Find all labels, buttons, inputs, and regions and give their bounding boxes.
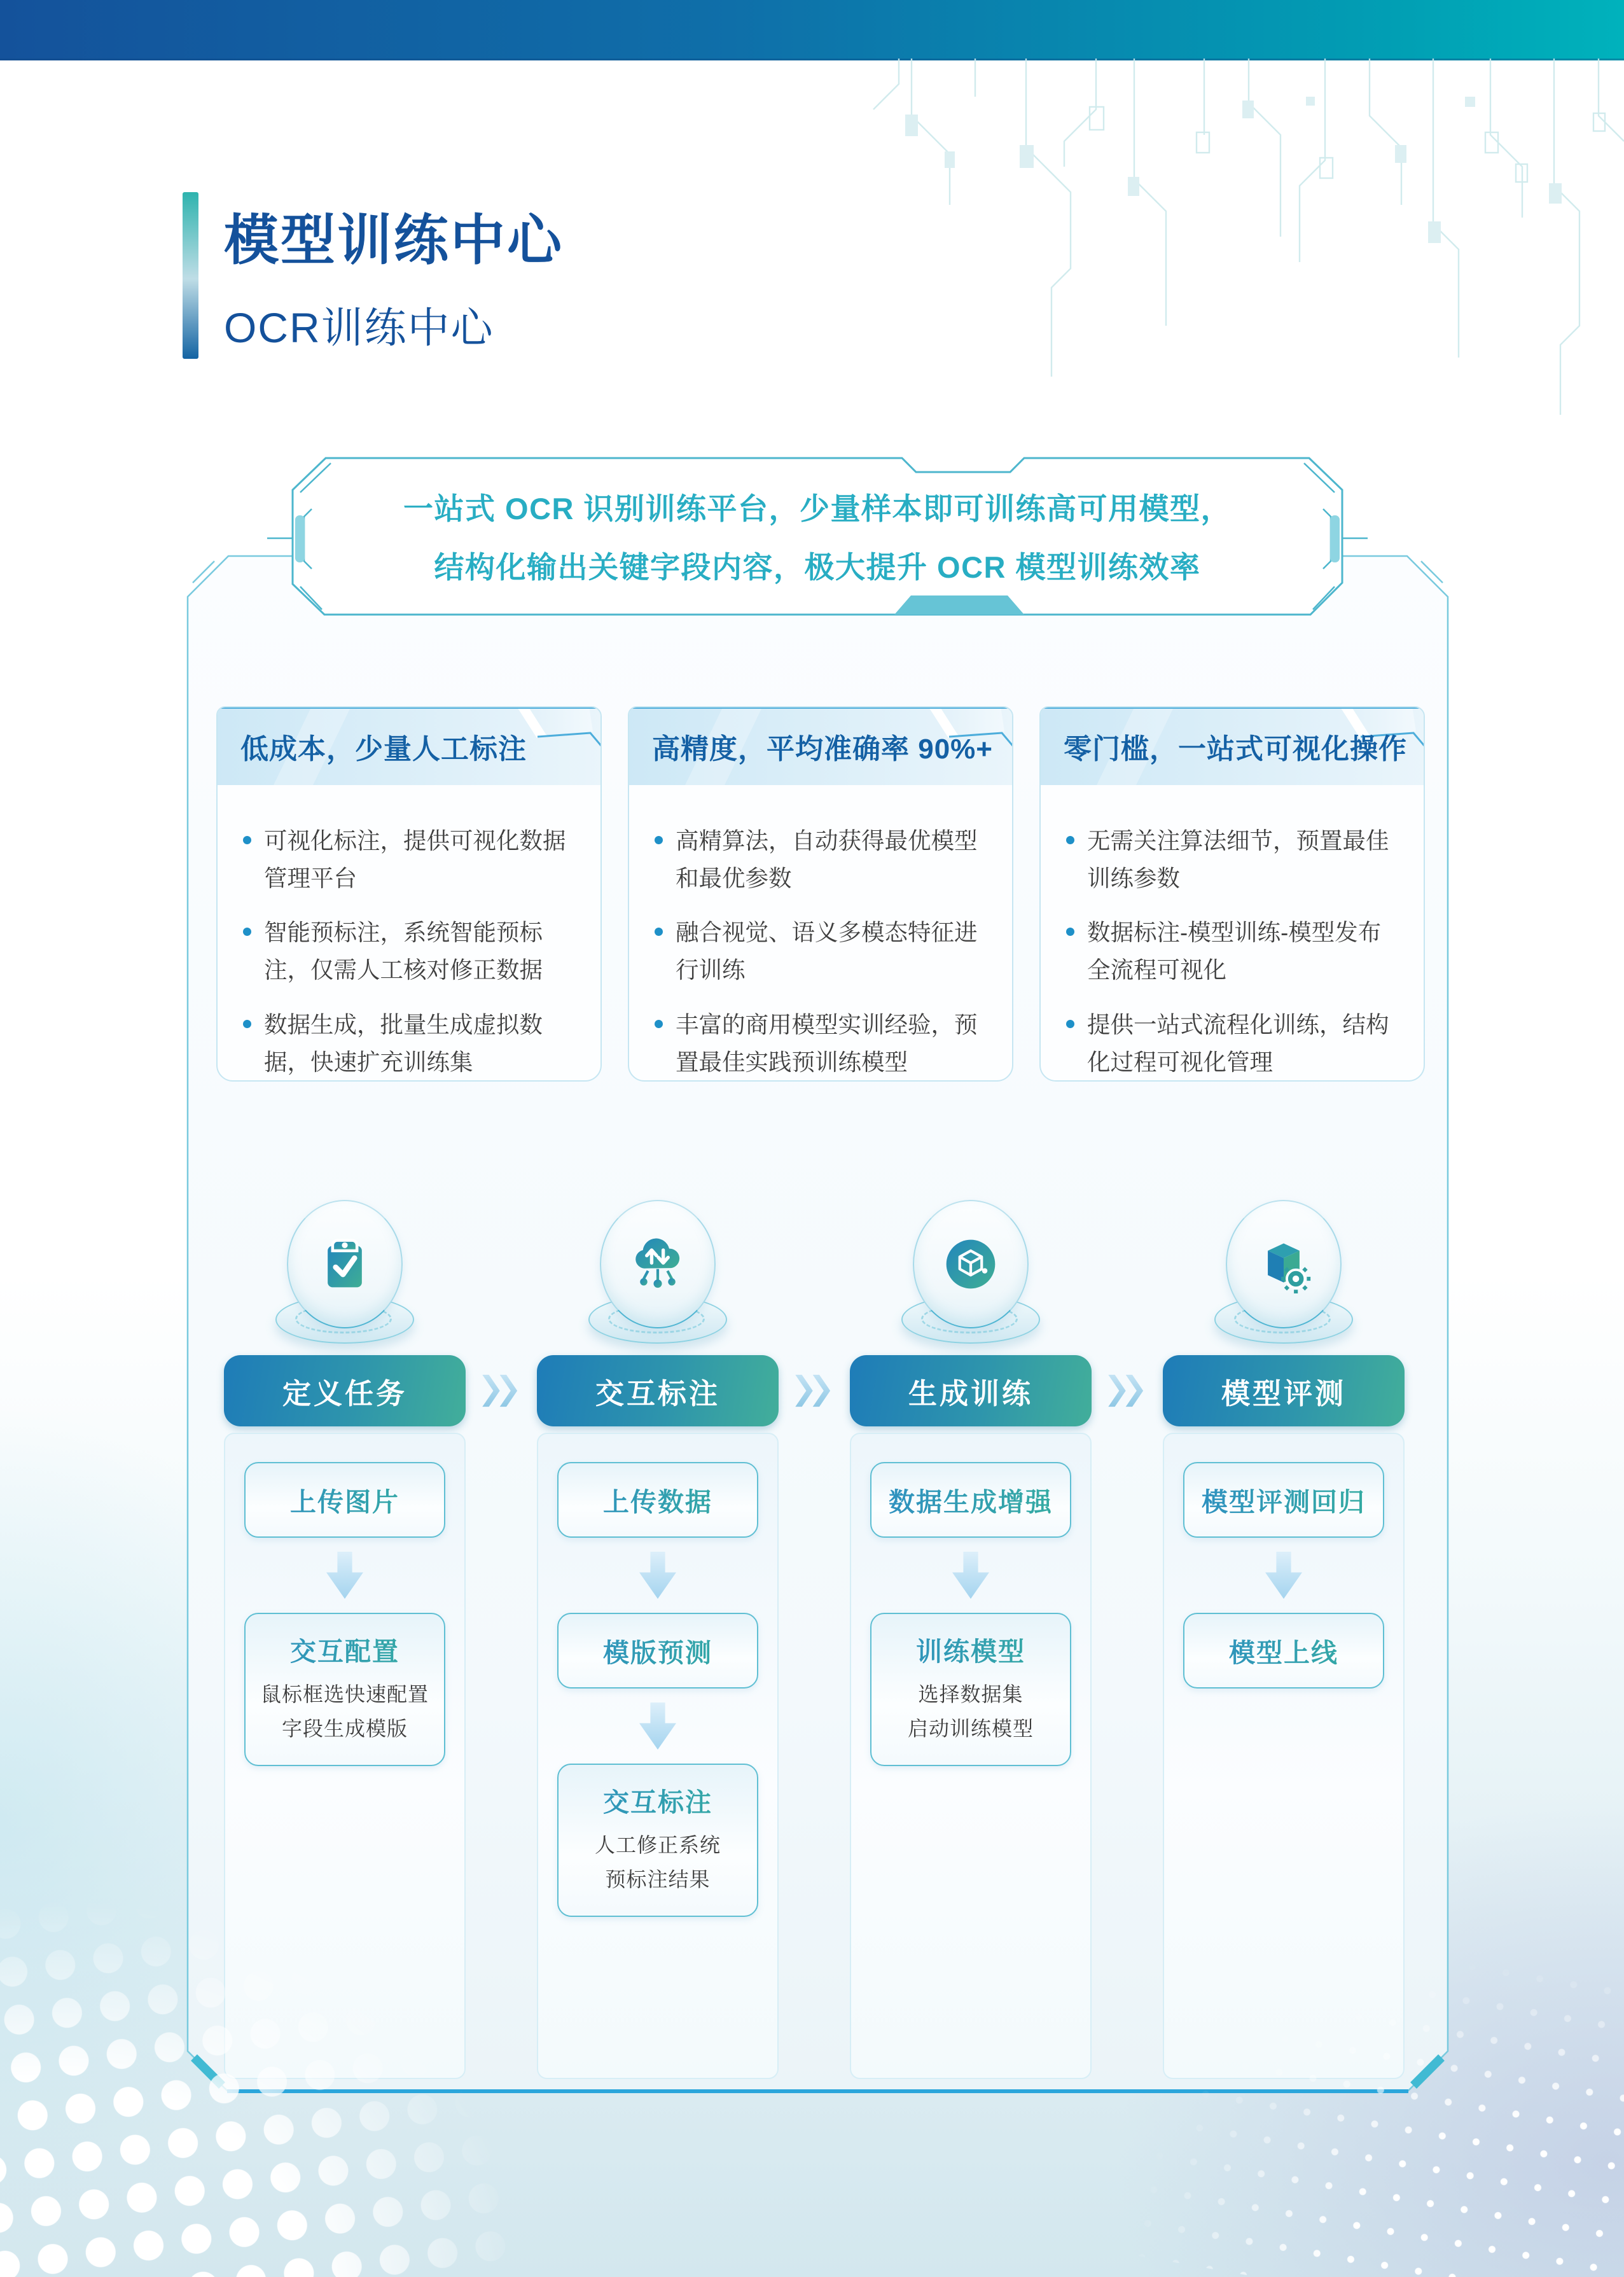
bullet-text: 提供一站式流程化训练，结构化过程可视化管理 bbox=[1087, 1011, 1389, 1075]
pod-bubble bbox=[913, 1200, 1029, 1328]
feature-card-body bbox=[218, 785, 600, 1081]
bullet-text: 丰富的商用模型实训经验，预置最佳实践预训练模型 bbox=[676, 1011, 978, 1075]
flow-card bbox=[1183, 1613, 1384, 1689]
feature-card-header bbox=[1041, 707, 1424, 785]
top-gradient-bar bbox=[0, 0, 1624, 60]
flow-card-title: 交互标注 bbox=[565, 1781, 751, 1819]
page-title: 模型训练中心 bbox=[224, 210, 564, 271]
icon-pod-define-task bbox=[275, 1200, 414, 1344]
list-item bbox=[655, 1006, 988, 1081]
flow-card-title: 数据生成增强 bbox=[877, 1481, 1065, 1519]
halftone-dots-decoration-left bbox=[0, 1781, 573, 2277]
list-item bbox=[655, 822, 988, 897]
feature-card-body bbox=[629, 785, 1012, 1081]
bullet-dot-icon bbox=[243, 928, 251, 936]
down-arrow-icon bbox=[639, 1552, 676, 1599]
feature-card-title: 高精度，平均准确率 90%+ bbox=[652, 734, 993, 765]
list-item bbox=[655, 914, 988, 989]
bullet-text: 高精算法，自动获得最优模型和最优参数 bbox=[676, 828, 978, 892]
down-arrow-icon bbox=[952, 1552, 989, 1599]
bullet-text: 数据标注-模型训练-模型发布全流程可视化 bbox=[1087, 919, 1382, 984]
list-item bbox=[1066, 822, 1399, 897]
bullet-dot-icon bbox=[655, 928, 663, 936]
page-subtitle: OCR训练中心 bbox=[224, 304, 494, 351]
bullet-dot-icon bbox=[243, 836, 251, 844]
bullet-dot-icon bbox=[1066, 1020, 1074, 1028]
flow-card-title: 交互配置 bbox=[252, 1631, 438, 1668]
step-header-generate-training: 生成训练 bbox=[850, 1355, 1092, 1426]
list-item bbox=[243, 822, 576, 897]
flow-card bbox=[244, 1462, 445, 1538]
list-item bbox=[1066, 1006, 1399, 1081]
list-item bbox=[243, 1006, 576, 1081]
pod-bubble bbox=[1226, 1200, 1342, 1328]
cube-package-icon bbox=[941, 1235, 1000, 1293]
bullet-dot-icon bbox=[655, 836, 663, 844]
banner-text bbox=[293, 454, 1342, 621]
bullet-dot-icon bbox=[1066, 836, 1074, 844]
flow-card-desc: 选择数据集 启动训练模型 bbox=[907, 1683, 1034, 1740]
cloud-data-transfer-icon bbox=[628, 1235, 687, 1293]
pod-bubble bbox=[287, 1200, 403, 1328]
step-header-define-task: 定义任务 bbox=[224, 1355, 466, 1426]
flow-column-interactive-annotation bbox=[537, 1433, 779, 2079]
feature-card-high-precision bbox=[628, 706, 1013, 1082]
feature-card-title: 低成本，少量人工标注 bbox=[240, 734, 527, 765]
bullet-text: 数据生成，批量生成虚拟数据，快速扩充训练集 bbox=[264, 1011, 543, 1075]
bullet-text: 融合视觉、语义多模态特征进行训练 bbox=[676, 919, 978, 984]
icon-pod-interactive-annotation bbox=[588, 1200, 727, 1344]
down-arrow-icon bbox=[1265, 1552, 1302, 1599]
list-item bbox=[1066, 914, 1399, 989]
flow-card-title: 训练模型 bbox=[878, 1631, 1064, 1668]
bullet-dot-icon bbox=[1066, 928, 1074, 936]
flow-card bbox=[870, 1613, 1071, 1766]
bullet-text: 可视化标注，提供可视化数据管理平台 bbox=[264, 828, 566, 892]
flow-card bbox=[870, 1462, 1071, 1538]
feature-card-zero-threshold bbox=[1039, 706, 1425, 1082]
flow-column-generate-training bbox=[850, 1433, 1092, 2079]
icon-pod-training bbox=[901, 1200, 1040, 1344]
flow-card-title: 上传数据 bbox=[564, 1481, 752, 1519]
banner-line-2: 结构化输出关键字段内容，极大提升 OCR 模型训练效率 bbox=[434, 550, 1201, 584]
flow-card-title: 模版预测 bbox=[564, 1632, 752, 1669]
step-header-model-evaluation: 模型评测 bbox=[1163, 1355, 1405, 1426]
clipboard-check-icon bbox=[316, 1235, 374, 1293]
flow-card-desc: 人工修正系统 预标注结果 bbox=[594, 1834, 721, 1891]
feature-card-low-cost bbox=[216, 706, 602, 1082]
banner-line-1: 一站式 OCR 识别训练平台，少量样本即可训练高可用模型， bbox=[403, 492, 1232, 526]
flow-step-headers bbox=[224, 1355, 1407, 1426]
title-accent-bar bbox=[183, 192, 198, 359]
bullet-text: 智能预标注，系统智能预标注，仅需人工核对修正数据 bbox=[264, 919, 543, 984]
bullet-dot-icon bbox=[655, 1020, 663, 1028]
feature-card-header bbox=[218, 707, 600, 785]
down-arrow-icon bbox=[326, 1552, 363, 1599]
pod-bubble bbox=[600, 1200, 716, 1328]
feature-card-title: 零门槛，一站式可视化操作 bbox=[1064, 734, 1407, 765]
step-header-interactive-annotation: 交互标注 bbox=[537, 1355, 779, 1426]
intro-banner bbox=[267, 454, 1368, 621]
list-item bbox=[243, 914, 576, 989]
flow-card-title: 模型评测回归 bbox=[1190, 1481, 1378, 1519]
double-chevron-icon bbox=[476, 1370, 526, 1411]
bullet-text: 无需关注算法细节，预置最佳训练参数 bbox=[1087, 828, 1389, 892]
feature-card-header bbox=[629, 707, 1012, 785]
flow-card-title: 模型上线 bbox=[1190, 1632, 1378, 1669]
flow-card-desc: 鼠标框选快速配置 字段生成模版 bbox=[260, 1683, 429, 1740]
double-chevron-icon bbox=[789, 1370, 839, 1411]
icon-pod-evaluation bbox=[1214, 1200, 1353, 1344]
flow-card-title: 上传图片 bbox=[251, 1481, 439, 1519]
flow-card bbox=[557, 1462, 758, 1538]
feature-cards-row bbox=[216, 706, 1426, 1082]
flow-card bbox=[557, 1613, 758, 1689]
flow-card bbox=[244, 1613, 445, 1766]
flow-card bbox=[1183, 1462, 1384, 1538]
feature-card-body bbox=[1041, 785, 1424, 1081]
circuit-pattern-decoration bbox=[861, 59, 1624, 415]
flow-card bbox=[557, 1764, 758, 1917]
double-chevron-icon bbox=[1102, 1370, 1152, 1411]
bullet-dot-icon bbox=[243, 1020, 251, 1028]
model-box-gear-icon bbox=[1254, 1235, 1313, 1293]
halftone-dots-decoration-right bbox=[1091, 1860, 1624, 2277]
down-arrow-icon bbox=[639, 1703, 676, 1750]
